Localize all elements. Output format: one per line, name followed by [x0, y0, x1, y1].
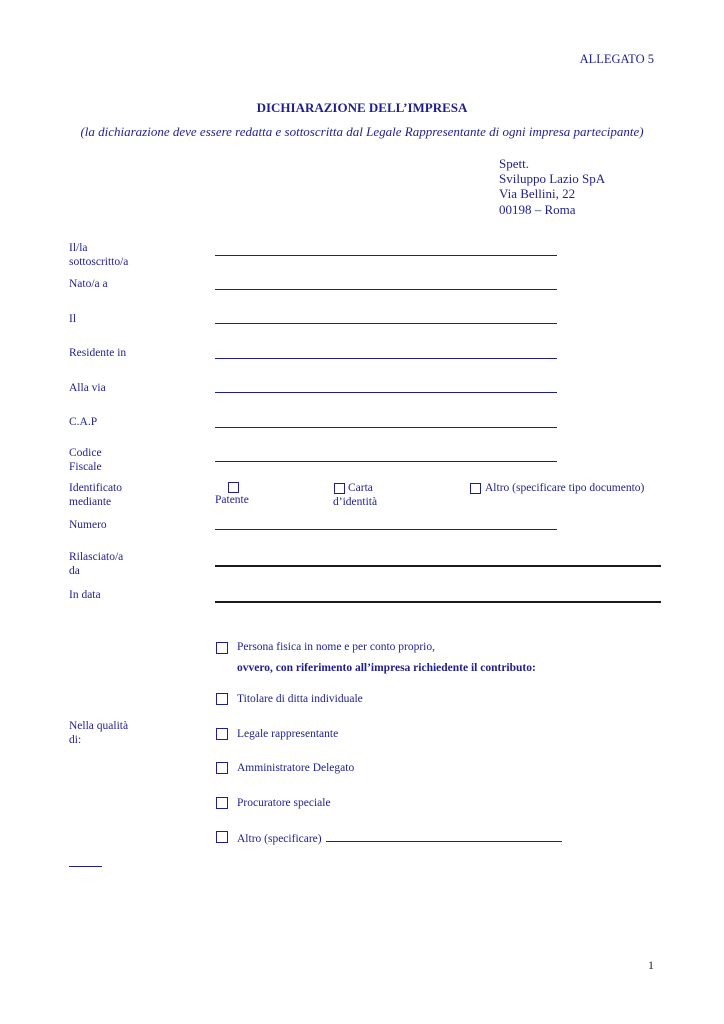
cap-field[interactable] [215, 427, 557, 428]
codice-fiscale-label-line-2: Fiscale [69, 460, 102, 473]
codice-fiscale-field[interactable] [215, 461, 557, 462]
persona-fisica-checkbox[interactable] [216, 642, 228, 654]
sottoscritto-label-line-2: sottoscritto/a [69, 255, 129, 268]
procuratore-label: Procuratore speciale [237, 797, 331, 809]
recipient-line-1: Spett. [499, 156, 529, 171]
nato-label: Nato/a a [69, 278, 108, 290]
recipient-line-3: Via Bellini, 22 [499, 186, 576, 201]
page-title: DICHIARAZIONE DELL’IMPRESA [256, 100, 468, 115]
residente-field[interactable] [215, 358, 557, 359]
nato-field[interactable] [215, 289, 557, 290]
amministratore-checkbox[interactable] [216, 762, 228, 774]
titolare-checkbox[interactable] [216, 693, 228, 705]
identificato-label [69, 482, 122, 509]
rilasciato-label [69, 551, 123, 578]
cap-label: C.A.P [69, 416, 98, 428]
carta-label-line-1: Carta [348, 482, 373, 494]
rilasciato-label-line-1: Rilasciato/a [69, 551, 124, 563]
altro-documento-checkbox[interactable] [470, 483, 481, 494]
legale-rappresentante-checkbox[interactable] [216, 728, 228, 740]
rilasciato-label-line-2: da [69, 564, 80, 577]
numero-field[interactable] [215, 529, 557, 530]
il-field[interactable] [215, 323, 557, 324]
carta-identita-label [333, 482, 373, 496]
residente-label: Residente in [69, 347, 127, 359]
ovvero-text: ovvero, con riferimento all’impresa richiedente il contributo: [237, 662, 536, 674]
persona-fisica-label: Persona fisica in nome e per conto proprio, [237, 641, 435, 653]
via-field[interactable] [215, 392, 557, 393]
via-label: Alla via [69, 382, 106, 394]
altro-qualita-row [237, 831, 562, 845]
sottoscritto-field[interactable] [215, 255, 557, 256]
patente-checkbox[interactable] [228, 482, 239, 493]
qualita-label [69, 720, 128, 747]
sottoscritto-label [69, 242, 128, 269]
rilasciato-field[interactable] [215, 565, 661, 567]
qualita-label-line-2: di: [69, 733, 82, 746]
amministratore-label: Amministratore Delegato [237, 762, 355, 774]
in-data-label: In data [69, 589, 101, 601]
altro-documento-label: Altro (specificare tipo documento) [485, 482, 645, 494]
identificato-label-line-1: Identificato [69, 482, 123, 494]
recipient-line-4: 00198 – Roma [499, 202, 576, 217]
codice-fiscale-label-line-1: Codice [69, 447, 102, 459]
qualita-label-line-1: Nella qualità [69, 720, 129, 732]
altro-qualita-checkbox[interactable] [216, 831, 228, 843]
procuratore-checkbox[interactable] [216, 797, 228, 809]
recipient-line-2: Sviluppo Lazio SpA [499, 171, 606, 186]
footnote-separator [69, 866, 102, 867]
numero-label: Numero [69, 519, 107, 531]
patente-label: Patente [215, 494, 249, 506]
attachment-label: ALLEGATO 5 [579, 52, 654, 66]
in-data-field[interactable] [215, 601, 661, 603]
titolare-label: Titolare di ditta individuale [237, 693, 363, 705]
page-number: 1 [648, 958, 654, 972]
altro-qualita-field[interactable] [326, 831, 562, 842]
legale-rappresentante-label: Legale rappresentante [237, 728, 339, 740]
il-label: Il [69, 313, 77, 325]
carta-label-line-2: d’identità [333, 496, 378, 508]
page-subtitle: (la dichiarazione deve essere redatta e sottoscritta dal Legale Rappresentante di ogni impresa partecipante) [80, 124, 644, 139]
altro-qualita-label: Altro (specificare) [237, 833, 322, 845]
sottoscritto-label-line-1: Il/la [69, 242, 88, 254]
codice-fiscale-label [69, 447, 102, 474]
identificato-label-line-2: mediante [69, 495, 112, 508]
